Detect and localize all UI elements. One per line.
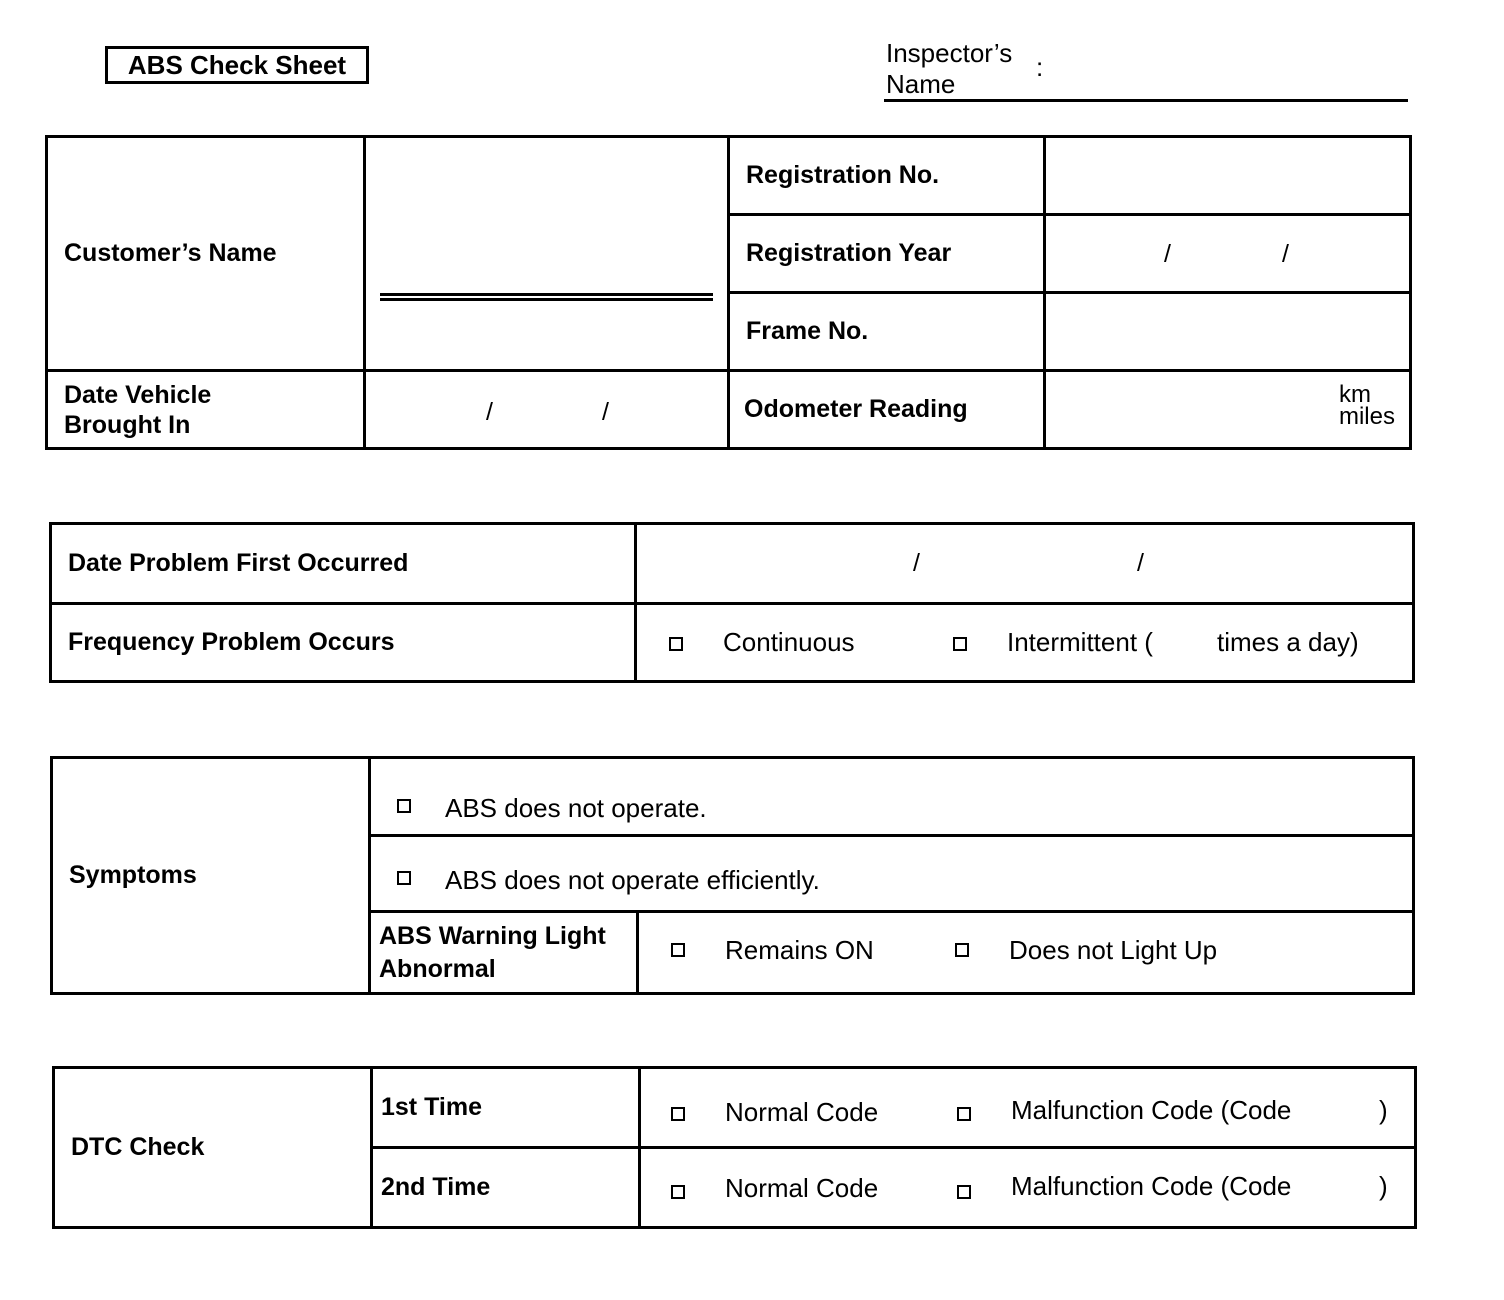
- date-separator: /: [913, 548, 920, 577]
- date-brought-in-label: [47, 371, 365, 449]
- second-malfunction-code-label: Malfunction Code (Code: [1011, 1170, 1292, 1201]
- date-separator: /: [1282, 239, 1289, 268]
- dtc-check-label: DTC Check: [54, 1068, 372, 1228]
- odometer-label: Odometer Reading: [729, 371, 1045, 449]
- remains-on-label: Remains ON: [725, 934, 874, 965]
- continuous-label: Continuous: [723, 626, 855, 657]
- continuous-checkbox[interactable]: [669, 637, 683, 651]
- abs-not-operate-checkbox[interactable]: [397, 799, 411, 813]
- date-first-occurred-field[interactable]: [636, 524, 1414, 604]
- registration-no-label: Registration No.: [729, 137, 1045, 215]
- first-normal-code-label: Normal Code: [725, 1096, 879, 1127]
- sheet-title: ABS Check Sheet: [105, 46, 369, 84]
- symptoms-label: Symptoms: [52, 758, 370, 994]
- odometer-unit-km: km: [1338, 380, 1371, 408]
- inspector-colon: :: [1036, 52, 1044, 82]
- second-malfunction-code-checkbox[interactable]: [957, 1185, 971, 1199]
- second-normal-code-label: Normal Code: [725, 1172, 879, 1203]
- frame-no-label: Frame No.: [729, 293, 1045, 371]
- registration-no-field[interactable]: [1045, 137, 1411, 215]
- inspector-label-line1: Inspector’s: [886, 38, 1013, 68]
- frequency-label: Frequency Problem Occurs: [51, 604, 636, 682]
- odometer-unit-miles: miles: [1338, 402, 1395, 430]
- dtc-table: [52, 1066, 1417, 1229]
- inspector-name-field[interactable]: [884, 99, 1408, 102]
- second-time-label: 2nd Time: [372, 1148, 640, 1228]
- customer-name-field[interactable]: [365, 137, 729, 371]
- second-code-close-paren: ): [1379, 1170, 1388, 1201]
- date-separator: /: [602, 397, 609, 426]
- does-not-light-checkbox[interactable]: [955, 943, 969, 957]
- problem-table: [49, 522, 1415, 683]
- warning-light-options: [638, 912, 1414, 994]
- date-separator: /: [486, 397, 493, 426]
- odometer-field[interactable]: [1045, 371, 1411, 449]
- warning-light-label: [370, 912, 638, 994]
- first-malfunction-code-label: Malfunction Code (Code: [1011, 1094, 1292, 1125]
- date-separator: /: [1137, 548, 1144, 577]
- first-code-close-paren: ): [1379, 1094, 1388, 1125]
- date-separator: /: [1164, 239, 1171, 268]
- warning-light-line1: ABS Warning Light: [379, 921, 606, 950]
- frame-no-field[interactable]: [1045, 293, 1411, 371]
- symptom-option-2: [370, 836, 1414, 912]
- registration-year-field[interactable]: [1045, 215, 1411, 293]
- times-a-day-label: times a day): [1217, 626, 1359, 657]
- customer-name-double-line: [380, 293, 713, 301]
- intermittent-checkbox[interactable]: [953, 637, 967, 651]
- vehicle-info-table: [45, 135, 1412, 450]
- abs-not-efficient-label: ABS does not operate efficiently.: [445, 864, 820, 895]
- first-malfunction-code-checkbox[interactable]: [957, 1107, 971, 1121]
- abs-not-efficient-checkbox[interactable]: [397, 871, 411, 885]
- inspector-name-label: [886, 38, 1012, 100]
- date-first-occurred-label: Date Problem First Occurred: [51, 524, 636, 604]
- warning-light-line2: Abnormal: [379, 954, 496, 983]
- second-time-options: [640, 1148, 1416, 1228]
- first-normal-code-checkbox[interactable]: [671, 1107, 685, 1121]
- frequency-options: [636, 604, 1414, 682]
- abs-not-operate-label: ABS does not operate.: [445, 792, 707, 823]
- second-normal-code-checkbox[interactable]: [671, 1185, 685, 1199]
- inspector-label-line2: Name: [886, 69, 956, 99]
- registration-year-label: Registration Year: [729, 215, 1045, 293]
- intermittent-label: Intermittent (: [1007, 626, 1153, 657]
- date-brought-in-line1: Date Vehicle: [64, 380, 212, 409]
- remains-on-checkbox[interactable]: [671, 943, 685, 957]
- customer-name-label: Customer’s Name: [47, 137, 365, 371]
- date-brought-in-field[interactable]: [365, 371, 729, 449]
- first-time-options: [640, 1068, 1416, 1148]
- symptoms-table: [50, 756, 1415, 995]
- does-not-light-label: Does not Light Up: [1009, 934, 1218, 965]
- odometer-units: [1338, 380, 1395, 430]
- date-brought-in-line2: Brought In: [64, 410, 191, 439]
- first-time-label: 1st Time: [372, 1068, 640, 1148]
- symptom-option-1: [370, 758, 1414, 836]
